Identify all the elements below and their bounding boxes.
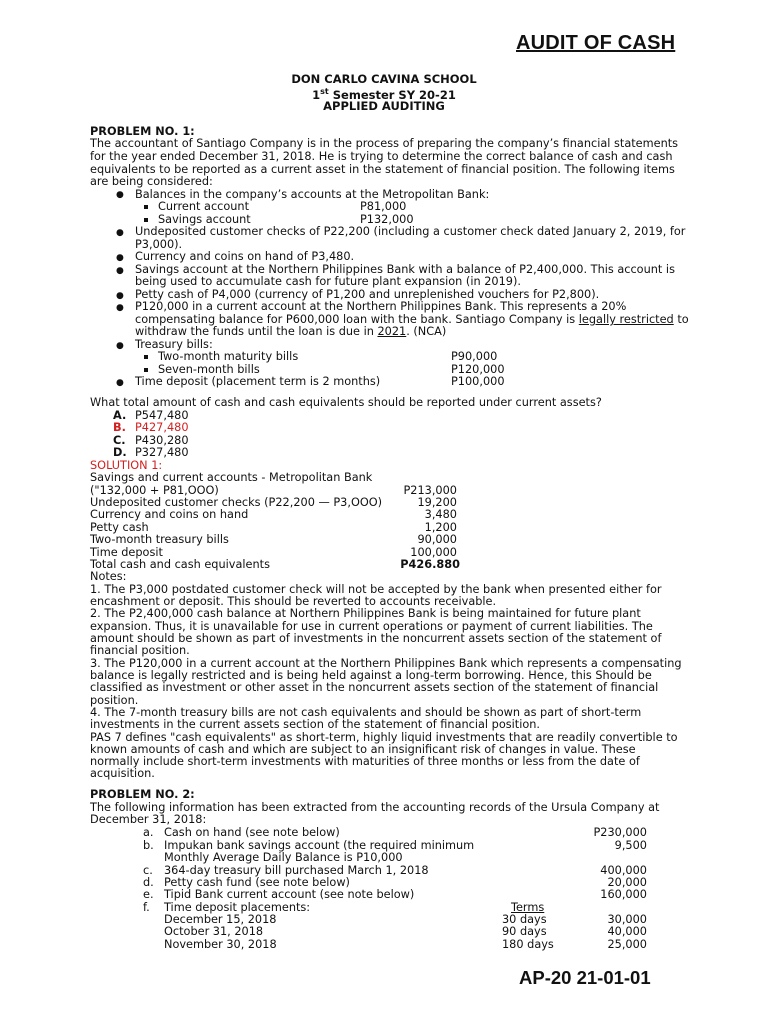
bullet-icon: ● bbox=[116, 228, 124, 238]
square-bullet-icon bbox=[144, 218, 148, 222]
sub-two-month-label: Two-month maturity bills bbox=[158, 350, 299, 363]
solution-row-label: Undeposited customer checks (P22,200 — P3,OOO) bbox=[90, 496, 383, 509]
bullet-icon: ● bbox=[116, 378, 124, 388]
solution-row-value: 90,000 bbox=[417, 533, 457, 546]
item-label: Tipid Bank current account (see note below) bbox=[164, 888, 415, 901]
sub-seven-month-label: Seven-month bills bbox=[158, 363, 260, 376]
deposit-date: October 31, 2018 bbox=[164, 925, 264, 938]
item-value: P230,000 bbox=[593, 826, 647, 839]
bullet-icon: ● bbox=[116, 291, 124, 301]
solution-row-label: ("132,000 + P81,OOO) bbox=[90, 484, 219, 497]
item-petty-cash: Petty cash of P4,000 (currency of P1,200 and unreplenished vouchers for P2,800). bbox=[135, 288, 600, 301]
solution-total-label: Total cash and cash equivalents bbox=[90, 558, 270, 571]
sub-two-month-value: P90,000 bbox=[451, 350, 498, 363]
choice-text: P547,480 bbox=[135, 409, 189, 422]
choice-letter: A. bbox=[113, 409, 127, 422]
problem-1-intro-line: The accountant of Santiago Company is in the process of preparing the company’s financial statements bbox=[90, 137, 679, 150]
document-title: AUDIT OF CASH bbox=[516, 32, 676, 54]
item-p120000: P120,000 in a current account at the Northern Philippines Bank. This represents a 20% bbox=[135, 300, 627, 313]
problem-2-heading: PROBLEM NO. 2: bbox=[90, 788, 195, 801]
item-currency-coins: Currency and coins on hand of P3,480. bbox=[135, 250, 355, 263]
problem-1-intro-line: for the year ended December 31, 2018. He is trying to determine the correct balance of cash and cash bbox=[90, 150, 673, 163]
choice-text-correct: P427,480 bbox=[135, 421, 189, 434]
item-p120000-cont2 bbox=[135, 326, 446, 339]
sub-savings-account-value: P132,000 bbox=[360, 213, 414, 226]
solution-total-value: P426.880 bbox=[400, 558, 460, 571]
item-label: 364-day treasury bill purchased March 1, 2018 bbox=[164, 864, 429, 877]
note-line: amount should be shown as part of investments in the noncurrent assets section of the statement of bbox=[90, 632, 662, 645]
deposit-term: 90 days bbox=[502, 925, 547, 938]
choice-letter: D. bbox=[113, 446, 127, 459]
problem-1-heading: PROBLEM NO. 1: bbox=[90, 125, 195, 138]
note-line: balance is legally restricted and is being held against a long-term borrowing. Hence, this Should be bbox=[90, 669, 652, 682]
terms-header: Terms bbox=[511, 901, 545, 914]
square-bullet-icon bbox=[144, 205, 148, 209]
deposit-date: November 30, 2018 bbox=[164, 938, 277, 951]
item-value: 160,000 bbox=[600, 888, 647, 901]
item-letter: a. bbox=[143, 826, 154, 839]
choice-text: P327,480 bbox=[135, 446, 189, 459]
bullet-icon: ● bbox=[116, 266, 124, 276]
sub-seven-month-value: P120,000 bbox=[451, 363, 505, 376]
bullet-icon: ● bbox=[116, 341, 124, 351]
semester-line: 1st Semester SY 20-21 bbox=[312, 87, 456, 102]
subject-line: APPLIED AUDITING bbox=[323, 99, 445, 113]
item-undeposited-checks: Undeposited customer checks of P22,200 (including a customer check dated January 2, 2019, for bbox=[135, 225, 686, 238]
item-value: 20,000 bbox=[607, 876, 647, 889]
choice-letter-correct: B. bbox=[113, 421, 126, 434]
item-treasury-bills: Treasury bills: bbox=[135, 338, 213, 351]
note-line: investments in the current assets section of the statement of financial position. bbox=[90, 718, 540, 731]
note-line: expansion. Thus, it is unavailable for use in current operations or payment of current liabilities. The bbox=[90, 620, 653, 633]
sub-savings-account-label: Savings account bbox=[158, 213, 251, 226]
solution-row-value: 3,480 bbox=[424, 508, 457, 521]
problem-1-intro-line: are being considered: bbox=[90, 175, 213, 188]
item-p120000-text: withdraw the funds until the loan is due in bbox=[135, 325, 378, 338]
deposit-term: 180 days bbox=[502, 938, 554, 951]
item-time-deposit-value: P100,000 bbox=[451, 375, 505, 388]
deposit-value: 25,000 bbox=[607, 938, 647, 951]
item-letter: b. bbox=[143, 839, 154, 852]
problem-2-intro-line: The following information has been extracted from the accounting records of the Ursula Company at bbox=[90, 801, 660, 814]
note-line: encashment or deposit. This should be reverted to accounts receivable. bbox=[90, 595, 497, 608]
item-value: 400,000 bbox=[600, 864, 647, 877]
item-savings-northern: Savings account at the Northern Philippines Bank with a balance of P2,400,000. This account is bbox=[135, 263, 675, 276]
item-p120000-nca: . (NCA) bbox=[406, 325, 447, 338]
sub-current-account-value: P81,000 bbox=[360, 200, 407, 213]
note-line: 4. The 7-month treasury bills are not cash equivalents and should be shown as part of short-term bbox=[90, 706, 642, 719]
item-label: Cash on hand (see note below) bbox=[164, 826, 340, 839]
item-undeposited-checks-cont: P3,000). bbox=[135, 238, 183, 251]
solution-row-label: Petty cash bbox=[90, 521, 149, 534]
solution-row-value: P213,000 bbox=[403, 484, 457, 497]
item-time-deposit-label: Time deposit (placement term is 2 months) bbox=[135, 375, 381, 388]
item-savings-northern-cont: being used to accumulate cash for future plant expansion (in 2019). bbox=[135, 275, 521, 288]
bullet-icon: ● bbox=[116, 190, 124, 200]
solution-row-label: Currency and coins on hand bbox=[90, 508, 249, 521]
note-line: normally include short-term investments with maturities of three months or less from the date of bbox=[90, 755, 640, 768]
item-label: Petty cash fund (see note below) bbox=[164, 876, 350, 889]
item-label: Time deposit placements: bbox=[164, 901, 311, 914]
item-letter: c. bbox=[143, 864, 153, 877]
solution-row-value: 100,000 bbox=[410, 546, 457, 559]
year-2021-text: 2021 bbox=[377, 325, 407, 338]
item-label: Impukan bank savings account (the required minimum bbox=[164, 839, 475, 852]
bullet-icon: ● bbox=[116, 303, 124, 313]
legally-restricted-text: legally restricted bbox=[578, 313, 674, 326]
problem-1-intro-line: equivalents to be reported as a current asset in the statement of financial position. The following items bbox=[90, 163, 675, 176]
square-bullet-icon bbox=[144, 355, 148, 359]
solution-row-label: Time deposit bbox=[90, 546, 163, 559]
note-line: financial position. bbox=[90, 644, 190, 657]
deposit-date: December 15, 2018 bbox=[164, 913, 277, 926]
deposit-value: 40,000 bbox=[607, 925, 647, 938]
square-bullet-icon bbox=[144, 368, 148, 372]
problem-2-intro-line: December 31, 2018: bbox=[90, 813, 207, 826]
footer-code: AP-20 21-01-01 bbox=[519, 967, 651, 988]
item-letter: f. bbox=[143, 901, 150, 914]
note-line: 3. The P120,000 in a current account at the Northern Philippines Bank which represents a compensating bbox=[90, 657, 682, 670]
choice-letter: C. bbox=[113, 434, 126, 447]
solution-row-value: 1,200 bbox=[424, 521, 457, 534]
item-bank-balances: Balances in the company’s accounts at the Metropolitan Bank: bbox=[135, 188, 490, 201]
item-p120000-to: to bbox=[673, 313, 689, 326]
note-line: known amounts of cash and which are subject to an insignificant risk of changes in value. These bbox=[90, 743, 636, 756]
item-label-cont: Monthly Average Daily Balance is P10,000 bbox=[164, 851, 403, 864]
deposit-term: 30 days bbox=[502, 913, 547, 926]
deposit-value: 30,000 bbox=[607, 913, 647, 926]
note-line: 1. The P3,000 postdated customer check will not be accepted by the bank when presented either for bbox=[90, 583, 662, 596]
note-line: 2. The P2,400,000 cash balance at Northern Philippines Bank is being maintained for future plant bbox=[90, 607, 641, 620]
note-line: PAS 7 defines "cash equivalents" as short-term, highly liquid investments that are readily convertible to bbox=[90, 731, 678, 744]
note-line: acquisition. bbox=[90, 767, 155, 780]
solution-row-value: 19,200 bbox=[417, 496, 457, 509]
question-text: What total amount of cash and cash equivalents should be reported under current assets? bbox=[90, 396, 602, 409]
item-p120000-text: compensating balance for P600,000 loan with the bank. Santiago Company is bbox=[135, 313, 579, 326]
notes-heading: Notes: bbox=[90, 570, 127, 583]
solution-heading: SOLUTION 1: bbox=[90, 459, 163, 472]
item-value: 9,500 bbox=[614, 839, 647, 852]
sub-current-account-label: Current account bbox=[158, 200, 250, 213]
solution-row-label: Two-month treasury bills bbox=[90, 533, 229, 546]
solution-row-label: Savings and current accounts - Metropolitan Bank bbox=[90, 471, 373, 484]
note-line: classified as investment or other asset in the noncurrent assets section of the statement of financial bbox=[90, 681, 659, 694]
item-letter: e. bbox=[143, 888, 154, 901]
bullet-icon: ● bbox=[116, 253, 124, 263]
choice-text: P430,280 bbox=[135, 434, 189, 447]
note-line: position. bbox=[90, 694, 139, 707]
school-name: DON CARLO CAVINA SCHOOL bbox=[291, 72, 477, 86]
item-letter: d. bbox=[143, 876, 154, 889]
